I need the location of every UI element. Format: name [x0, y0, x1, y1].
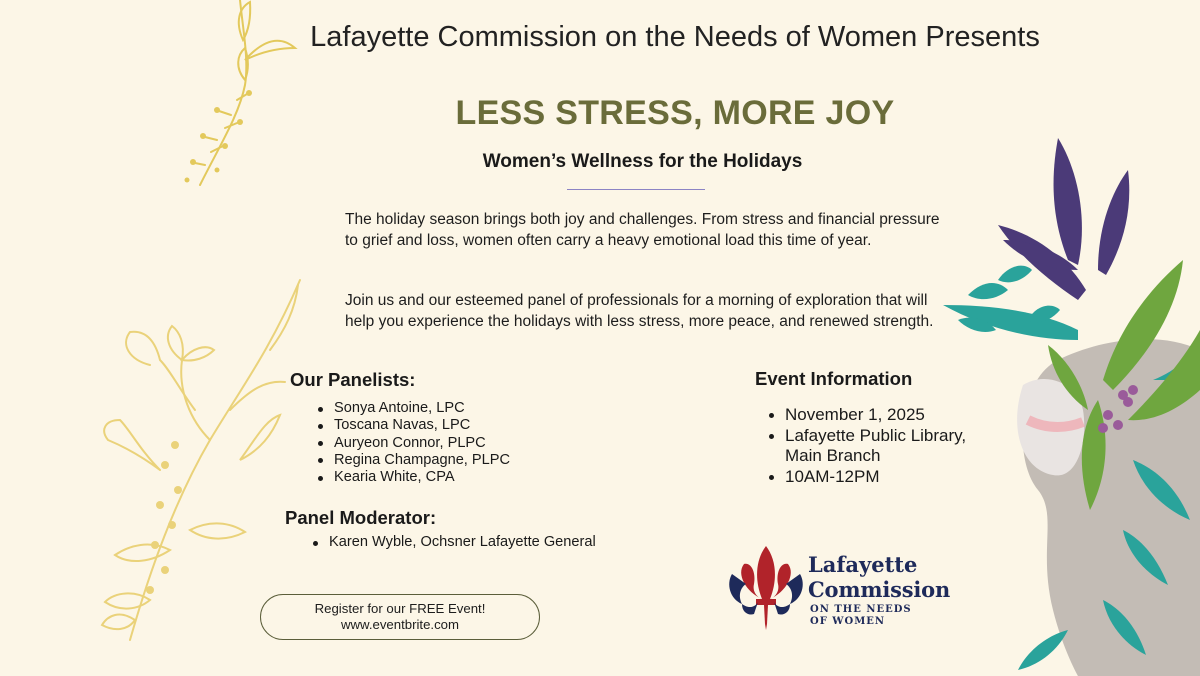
gold-sprig-decoration [165, 0, 305, 195]
register-button[interactable] [260, 594, 540, 640]
event-info-list [767, 405, 997, 487]
logo-line-3: ON THE NEEDS [810, 604, 912, 615]
fleur-de-lis-icon [726, 544, 806, 634]
logo-line-4: OF WOMEN [810, 616, 886, 627]
event-date: November 1, 2025 [767, 405, 997, 426]
event-subtitle: Women’s Wellness for the Holidays [482, 151, 803, 172]
list-item: Toscana Navas, LPC [316, 417, 510, 434]
commission-logo [808, 553, 950, 628]
presenter-line: Lafayette Commission on the Needs of Women Presents [310, 21, 1040, 53]
event-time: 10AM-12PM [767, 467, 997, 488]
moderator-heading: Panel Moderator: [285, 507, 437, 528]
logo-line-1: Lafayette [808, 552, 918, 577]
list-item: Auryeon Connor, PLPC [316, 435, 510, 452]
register-label: Register for our FREE Event! [314, 601, 486, 616]
panelists-heading: Our Panelists: [290, 369, 416, 390]
list-item: Sonya Antoine, LPC [316, 400, 510, 417]
logo-line-2: Commission [808, 577, 951, 602]
intro-paragraph-2: Join us and our esteemed panel of professionals for a morning of exploration that will help you experience the holidays with less stress, more peace, and renewed strength. [345, 292, 934, 330]
event-info-heading: Event Information [755, 368, 913, 389]
gold-branch-decoration [60, 270, 310, 650]
panelists-list [316, 400, 510, 486]
moderator-list [311, 534, 596, 551]
list-item: Regina Champagne, PLPC [316, 452, 510, 469]
intro-paragraph-1: The holiday season brings both joy and challenges. From stress and financial pressure to grief and loss, women often carry a heavy emotional load this time of year. [345, 211, 940, 249]
title-divider [567, 189, 705, 190]
event-title: LESS STRESS, MORE JOY [455, 94, 895, 132]
event-location: Lafayette Public Library, Main Branch [767, 426, 997, 467]
register-url: www.eventbrite.com [341, 617, 459, 632]
leafy-bust-illustration [928, 130, 1200, 676]
list-item: Karen Wyble, Ochsner Lafayette General [311, 534, 596, 551]
list-item: Kearia White, CPA [316, 469, 510, 486]
